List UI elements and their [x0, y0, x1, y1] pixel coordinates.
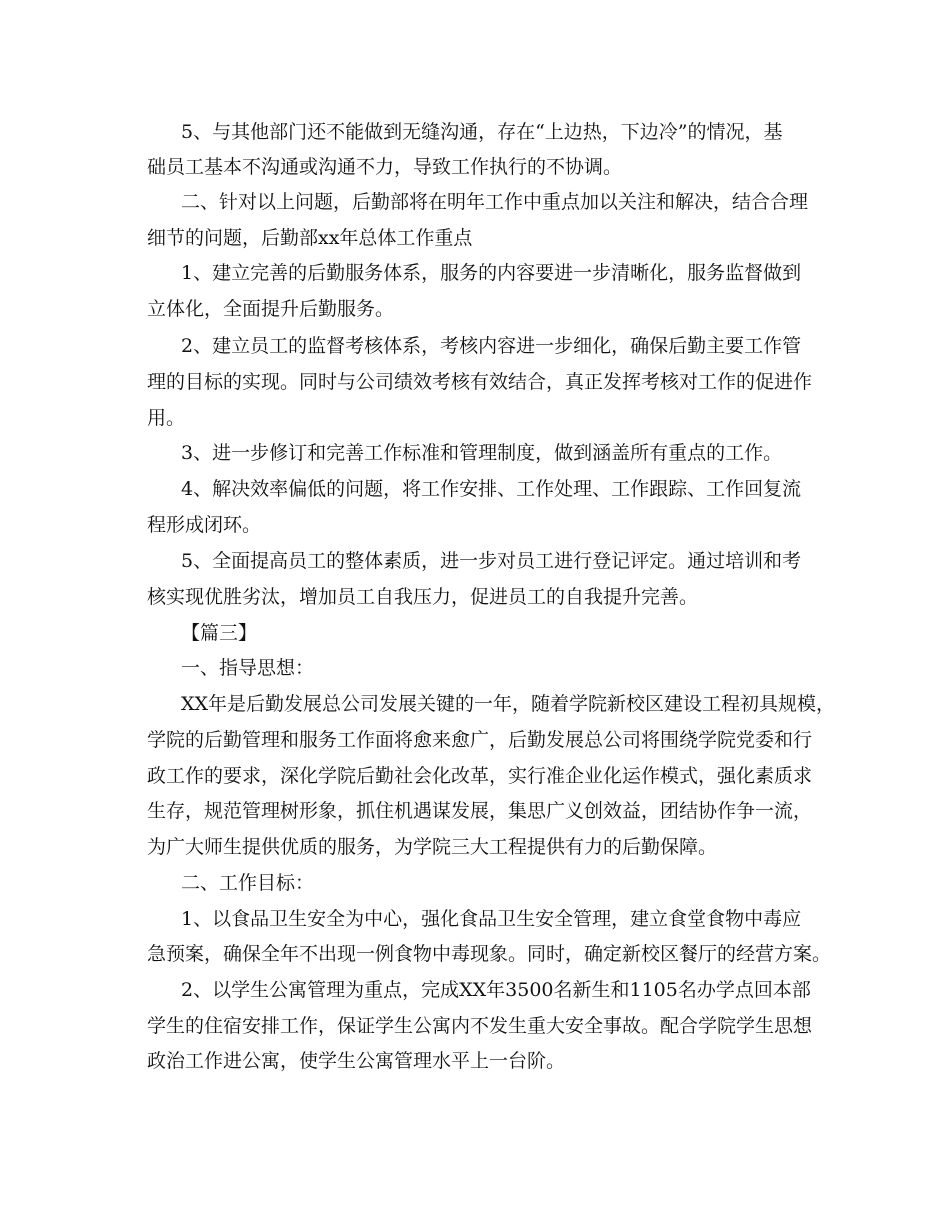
subheading: 一、指导思想：: [181, 657, 315, 679]
paragraph-line: XX年是后勤发展总公司发展关键的一年，随着学院新校区建设工程初具规模，: [181, 693, 836, 715]
paragraph-line: 核实现优胜劣汰，增加员工自我压力，促进员工的自我提升完善。: [147, 586, 699, 608]
paragraph-line: 学生的住宿安排工作，保证学生公寓内不发生重大安全事故。配合学院学生思想: [147, 1015, 813, 1037]
paragraph-line: 生存，规范管理树形象，抓住机遇谋发展，集思广义创效益，团结协作争一流，: [147, 800, 813, 822]
subheading: 二、工作目标：: [181, 872, 315, 894]
section-heading: 【篇三】: [181, 622, 258, 644]
paragraph-line: 理的目标的实现。同时与公司绩效考核有效结合，真正发挥考核对工作的促进作: [147, 371, 813, 393]
paragraph-line: 学院的后勤管理和服务工作面将愈来愈广，后勤发展总公司将围绕学院党委和行: [147, 729, 813, 751]
paragraph-line: 1、建立完善的后勤服务体系，服务的内容要进一步清晰化，服务监督做到: [181, 262, 802, 284]
paragraph-line: 3、进一步修订和完善工作标准和管理制度，做到涵盖所有重点的工作。: [181, 442, 783, 464]
paragraph-line: 二、针对以上问题，后勤部将在明年工作中重点加以关注和解决，结合合理: [181, 191, 809, 213]
paragraph-line: 急预案，确保全年不出现一例食物中毒现象。同时，确定新校区餐厅的经营方案。: [147, 943, 832, 965]
paragraph-line: 为广大师生提供优质的服务，为学院三大工程提供有力的后勤保障。: [147, 836, 718, 858]
paragraph-line: 政工作的要求，深化学院后勤社会化改革，实行准企业化运作模式，强化素质求: [147, 765, 813, 787]
paragraph-line: 程形成闭环。: [147, 514, 262, 536]
paragraph-line: 政治工作进公寓，使学生公寓管理水平上一台阶。: [147, 1050, 566, 1072]
paragraph-line: 2、以学生公寓管理为重点，完成XX年3500名新生和1105名办学点回本部: [181, 979, 811, 1001]
paragraph-line: 础员工基本不沟通或沟通不力，导致工作执行的不协调。: [147, 156, 623, 178]
paragraph-line: 用。: [147, 407, 186, 429]
paragraph-line: 1、以食品卫生安全为中心，强化食品卫生安全管理，建立食堂食物中毒应: [181, 908, 802, 930]
paragraph-line: 5、与其他部门还不能做到无缝沟通，存在“上边热，下边冷”的情况，基: [181, 121, 783, 143]
paragraph-line: 立体化，全面提升后勤服务。: [147, 298, 395, 320]
paragraph-line: 5、全面提高员工的整体素质，进一步对员工进行登记评定。通过培训和考: [181, 550, 802, 572]
paragraph-line: 细节的问题，后勤部xx年总体工作重点: [147, 227, 473, 249]
paragraph-line: 2、建立员工的监督考核体系，考核内容进一步细化，确保后勤主要工作管: [181, 335, 802, 357]
paragraph-line: 4、解决效率偏低的问题，将工作安排、工作处理、工作跟踪、工作回复流: [181, 478, 802, 500]
